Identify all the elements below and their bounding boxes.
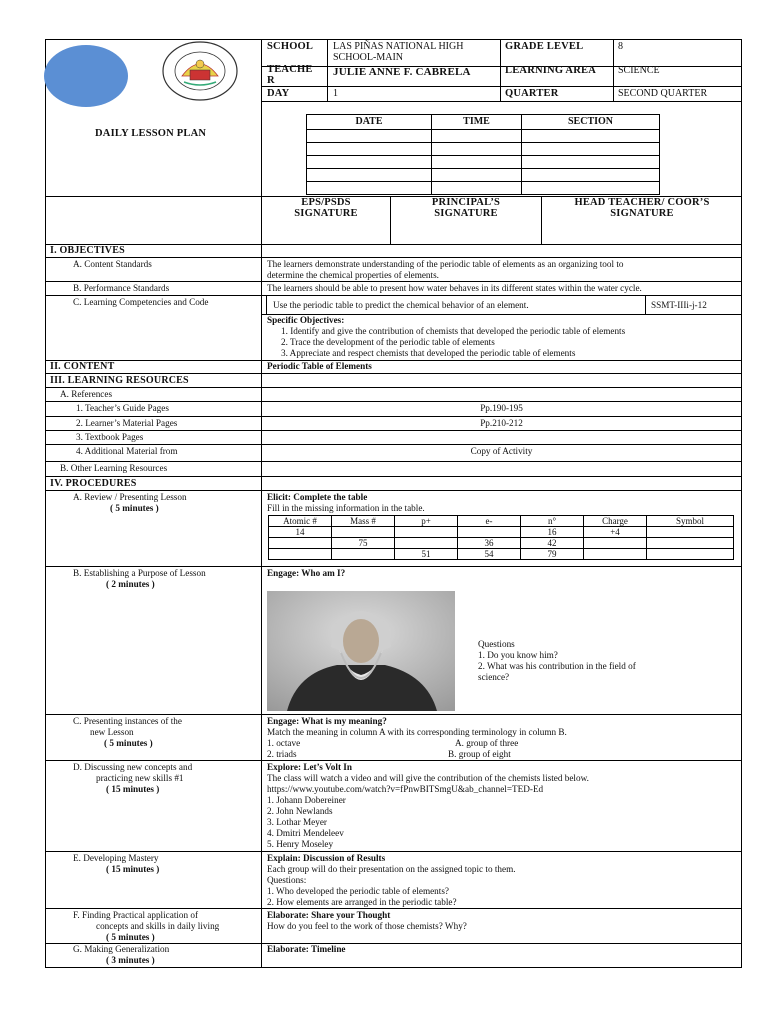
proc-c-label-line1: C. Presenting instances of the: [73, 716, 182, 726]
table-cell: [647, 549, 734, 560]
teacher-label-line2: R: [267, 75, 275, 86]
proc-a-time: ( 5 minutes ): [110, 503, 159, 513]
proc-d-video-link[interactable]: https://www.youtube.com/watch?v=fPnwBITSmgU&ab_channel=TED-Ed: [267, 784, 544, 794]
lm-label: 2. Learner’s Material Pages: [76, 418, 178, 428]
proc-d-time: ( 15 minutes ): [106, 784, 160, 794]
proc-b-questions-heading: Questions: [478, 639, 515, 649]
table-cell: [269, 538, 332, 549]
school-value-line1: LAS PIÑAS NATIONAL HIGH: [333, 41, 464, 52]
proc-e-question-2: 2. How elements are arranged in the periodic table?: [267, 897, 457, 907]
chemist-item: 4. Dmitri Mendeleev: [267, 828, 344, 838]
schedule-col-time: TIME: [432, 115, 522, 130]
school-label: SCHOOL: [267, 41, 314, 52]
proc-g-title: Elaborate: Timeline: [267, 944, 346, 954]
table-cell: [647, 538, 734, 549]
chemist-item: 5. Henry Moseley: [267, 839, 334, 849]
proc-b-question-2-line1: 2. What was his contribution in the field of: [478, 661, 636, 671]
teacher-value: JULIE ANNE F. CABRELA: [333, 66, 471, 78]
competency-text: Use the periodic table to predict the chemical behavior of an element.: [273, 300, 529, 310]
table-row: [269, 538, 734, 549]
table-cell: 36: [458, 538, 521, 549]
sig-head-line2: SIGNATURE: [610, 208, 674, 219]
other-resources-label: B. Other Learning Resources: [60, 463, 168, 473]
proc-c-title: Engage: What is my meaning?: [267, 716, 387, 726]
tg-label: 1. Teacher’s Guide Pages: [76, 403, 169, 413]
quarter-value: SECOND QUARTER: [618, 88, 708, 99]
proc-d-instruction: The class will watch a video and will give the contribution of the chemists listed below.: [267, 773, 589, 783]
element-table-header: Mass #: [332, 516, 395, 527]
grade-label: GRADE LEVEL: [505, 41, 584, 52]
objectives-heading: I. OBJECTIVES: [50, 245, 125, 256]
competency-label: C. Learning Competencies and Code: [73, 297, 209, 307]
table-cell: 51: [395, 549, 458, 560]
specific-objective-3: 3. Appreciate and respect chemists that developed the periodic table of elements: [281, 348, 576, 358]
am-value: Copy of Activity: [470, 446, 533, 456]
proc-e-question-1: 1. Who developed the periodic table of elements?: [267, 886, 449, 896]
proc-d-label-line2: practicing new skills #1: [96, 773, 184, 783]
table-cell: 14: [269, 527, 332, 538]
sig-eps-line2: SIGNATURE: [294, 208, 358, 219]
proc-b-question-2-line2: science?: [478, 672, 510, 682]
resources-heading: III. LEARNING RESOURCES: [50, 375, 189, 386]
plan-title: DAILY LESSON PLAN: [95, 128, 207, 139]
table-cell: 54: [458, 549, 521, 560]
table-row: [269, 549, 734, 560]
day-value: 1: [333, 88, 338, 99]
content-standards-text-1: The learners demonstrate understanding of the periodic table of elements as an organizing tool to: [267, 259, 624, 269]
table-cell: [332, 549, 395, 560]
specific-objective-2: 2. Trace the development of the periodic table of elements: [281, 337, 495, 347]
schedule-table: [306, 114, 660, 195]
proc-d-title: Explore: Let’s Volt In: [267, 762, 352, 772]
proc-c-instruction: Match the meaning in column A with its corresponding terminology in column B.: [267, 727, 567, 737]
specific-objective-1: 1. Identify and give the contribution of chemists that developed the periodic table of elements: [281, 326, 626, 336]
element-table-header: n°: [521, 516, 584, 527]
content-text: Periodic Table of Elements: [267, 361, 372, 371]
area-value: SCIENCE: [618, 65, 660, 76]
proc-f-title: Elaborate: Share your Thought: [267, 910, 391, 920]
element-table-header: Symbol: [647, 516, 734, 527]
quarter-label: QUARTER: [505, 88, 559, 99]
competency-code: SSMT-IIIi-j-12: [651, 300, 707, 310]
table-cell: [584, 538, 647, 549]
proc-g-label: G. Making Generalization: [73, 944, 170, 954]
tg-value: Pp.190-195: [480, 403, 523, 413]
table-row: [269, 527, 734, 538]
proc-a-title: Elicit: Complete the table: [267, 492, 368, 502]
school-seal-logo: [160, 40, 240, 102]
table-cell: 75: [332, 538, 395, 549]
proc-f-text: How do you feel to the work of those chemists? Why?: [267, 921, 467, 931]
proc-a-label: A. Review / Presenting Lesson: [73, 492, 187, 502]
element-table-header: Charge: [584, 516, 647, 527]
proc-c-label-line2: new Lesson: [90, 727, 134, 737]
specific-objectives-heading: Specific Objectives:: [267, 315, 345, 325]
schedule-col-section: SECTION: [522, 115, 660, 130]
proc-d-label-line1: D. Discussing new concepts and: [73, 762, 193, 772]
proc-c-term-2: 2. triads: [267, 749, 297, 759]
area-label: LEARNING AREA: [505, 65, 596, 76]
table-cell: [395, 538, 458, 549]
table-cell: 42: [521, 538, 584, 549]
table-cell: [332, 527, 395, 538]
element-table-header: e-: [458, 516, 521, 527]
lm-value: Pp.210-212: [480, 418, 523, 428]
proc-e-label: E. Developing Mastery: [73, 853, 159, 863]
proc-e-text: Each group will do their presentation on the assigned topic to them.: [267, 864, 516, 874]
table-cell: [647, 527, 734, 538]
sig-eps-line1: EPS/PSDS: [301, 197, 351, 208]
proc-c-term-1: 1. octave: [267, 738, 301, 748]
table-cell: 16: [521, 527, 584, 538]
school-value-line2: SCHOOL-MAIN: [333, 52, 403, 63]
performance-standards-label: B. Performance Standards: [73, 283, 170, 293]
portrait-photo: [267, 591, 455, 711]
element-table-header: p+: [395, 516, 458, 527]
table-cell: 79: [521, 549, 584, 560]
proc-a-instruction: Fill in the missing information in the table.: [267, 503, 425, 513]
proc-b-question-1: 1. Do you know him?: [478, 650, 558, 660]
content-standards-label: A. Content Standards: [73, 259, 152, 269]
proc-f-label-line2: concepts and skills in daily living: [96, 921, 220, 931]
grade-value: 8: [618, 41, 623, 52]
day-label: DAY: [267, 88, 290, 99]
table-cell: +4: [584, 527, 647, 538]
table-cell: [269, 549, 332, 560]
sig-principal-line1: PRINCIPAL’S: [431, 197, 501, 208]
blue-oval: [44, 45, 128, 107]
chemist-item: 1. Johann Dobereiner: [267, 795, 346, 805]
chemist-item: 2. John Newlands: [267, 806, 333, 816]
performance-standards-text: The learners should be able to present how water behaves in its different states within the water cycle.: [267, 283, 642, 293]
proc-f-label-line1: F. Finding Practical application of: [73, 910, 199, 920]
proc-b-time: ( 2 minutes ): [106, 579, 155, 589]
schedule-col-date: DATE: [307, 115, 432, 130]
proc-f-time: ( 5 minutes ): [106, 932, 155, 942]
chemist-item: 3. Lothar Meyer: [267, 817, 327, 827]
references-label: A. References: [60, 389, 113, 399]
proc-e-title: Explain: Discussion of Results: [267, 853, 386, 863]
proc-c-time: ( 5 minutes ): [104, 738, 153, 748]
proc-b-title: Engage: Who am I?: [267, 568, 346, 578]
table-cell: [458, 527, 521, 538]
element-table-header: Atomic #: [269, 516, 332, 527]
procedures-heading: IV. PROCEDURES: [50, 478, 137, 489]
sig-head-line1: HEAD TEACHER/ COOR’S: [574, 197, 710, 208]
proc-b-label: B. Establishing a Purpose of Lesson: [73, 568, 206, 578]
table-cell: [584, 549, 647, 560]
proc-e-time: ( 15 minutes ): [106, 864, 160, 874]
table-cell: [395, 527, 458, 538]
sig-principal-line2: SIGNATURE: [434, 208, 498, 219]
element-table: [268, 515, 734, 560]
content-heading: II. CONTENT: [50, 361, 115, 372]
proc-g-time: ( 3 minutes ): [106, 955, 155, 965]
am-label: 4. Additional Material from: [76, 446, 178, 456]
proc-e-questions-heading: Questions:: [267, 875, 307, 885]
teacher-label-line1: TEACHE: [267, 64, 313, 75]
content-standards-text-2: determine the chemical properties of elements.: [267, 270, 439, 280]
tb-label: 3. Textbook Pages: [76, 432, 144, 442]
proc-c-meaning-1: A. group of three: [455, 738, 519, 748]
proc-c-meaning-2: B. group of eight: [448, 749, 511, 759]
